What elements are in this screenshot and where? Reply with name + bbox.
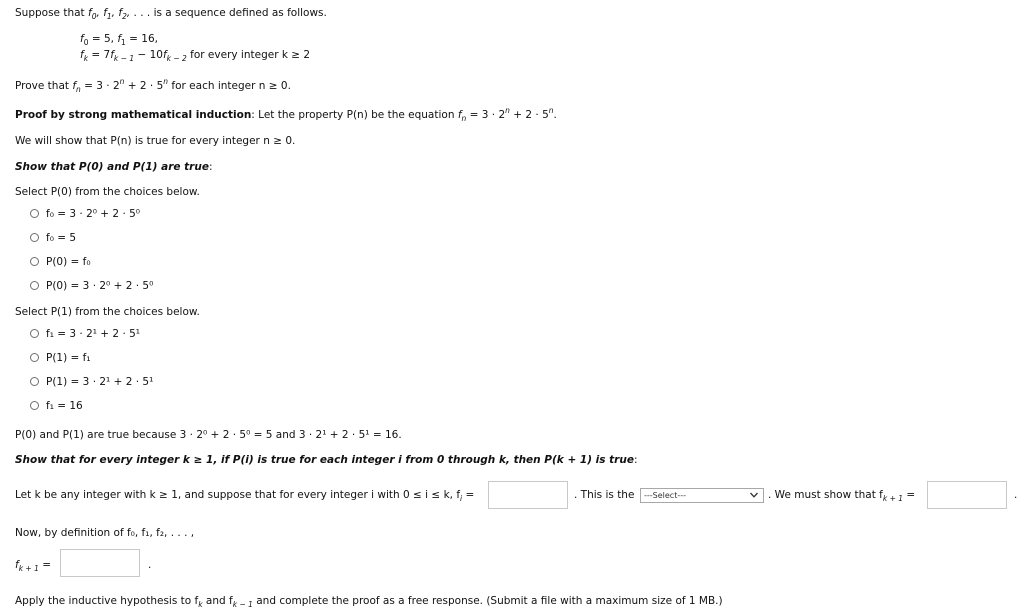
radio-button[interactable] [30,257,39,266]
chevron-down-icon [749,490,759,500]
radio-button[interactable] [30,209,39,218]
inductive-step-heading: Show that for every integer k ≥ 1, if P(i) is true for each integer i from 0 through k, then P(k + 1) is true: [15,454,638,466]
p0-option-2[interactable]: f₀ = 5 [30,231,76,245]
inductive-hypothesis-text: Let k be any integer with k ≥ 1, and suppose that for every integer i with 0 ≤ i ≤ k, $f_i$ = [15,489,475,503]
fk1-definition-input[interactable] [60,549,140,577]
radio-button[interactable] [30,233,39,242]
will-show-statement: We will show that P(n) is true for every integer n ≥ 0. [15,135,296,147]
initial-conditions: $f_0 = 5$, $f_1 = 16$, [80,33,158,47]
p0-option-1[interactable]: f₀ = 3 · 2⁰ + 2 · 5⁰ [30,207,140,221]
p1-option-3[interactable]: P(1) = 3 · 2¹ + 2 · 5¹ [30,375,153,389]
radio-button[interactable] [30,329,39,338]
fk1-answer-input[interactable] [927,481,1007,509]
recurrence-relation: $f_k = 7f_{k - 1} - 10f_{k - 2}$ for every integer k ≥ 2 [80,49,311,63]
radio-button[interactable] [30,401,39,410]
p1-option-4[interactable]: f₁ = 16 [30,399,83,413]
prove-statement: Prove that $f_n = 3 \cdot 2^n + 2 \cdot 5^n$ for each integer n ≥ 0. [15,77,291,94]
p0-p1-true-statement: P(0) and P(1) are true because 3 · 2⁰ + 2 · 5⁰ = 5 and 3 · 2¹ + 2 · 5¹ = 16. [15,429,402,441]
proof-heading: Proof by strong mathematical induction: Let the property P(n) be the equation $f_n = 3 \cdot 2^n + 2 \cdot 5^n$. [15,106,557,123]
hypothesis-select[interactable]: ---Select--- [640,488,764,503]
apply-hypothesis-instructions: Apply the inductive hypothesis to $f_k$ and $f_{k - 1}$ and complete the proof as a free response. (Submit a file with a maximum size of 1 MB.) [15,595,723,609]
select-p1-prompt: Select P(1) from the choices below. [15,306,200,318]
period: . [1014,489,1018,501]
by-definition-text: Now, by definition of f₀, f₁, f₂, . . . , [15,527,195,539]
must-show-text: . We must show that $f_{k + 1}$ = [768,489,916,503]
select-p0-prompt: Select P(0) from the choices below. [15,186,200,198]
radio-button[interactable] [30,281,39,290]
p0-option-4[interactable]: P(0) = 3 · 2⁰ + 2 · 5⁰ [30,279,153,293]
p0-option-3[interactable]: P(0) = f₀ [30,255,91,269]
p1-option-2[interactable]: P(1) = f₁ [30,351,91,365]
fk1-label: $f_{k + 1}$ = [15,559,52,573]
show-p0-p1-heading: Show that P(0) and P(1) are true: [15,161,213,173]
p1-option-1[interactable]: f₁ = 3 · 2¹ + 2 · 5¹ [30,327,140,341]
period: . [148,559,152,571]
this-is-the-label: . This is the [574,489,635,501]
radio-button[interactable] [30,353,39,362]
intro-line: Suppose that $f_0$, $f_1$, $f_2$, . . . is a sequence defined as follows. [15,7,327,21]
fi-answer-input[interactable] [488,481,568,509]
radio-button[interactable] [30,377,39,386]
